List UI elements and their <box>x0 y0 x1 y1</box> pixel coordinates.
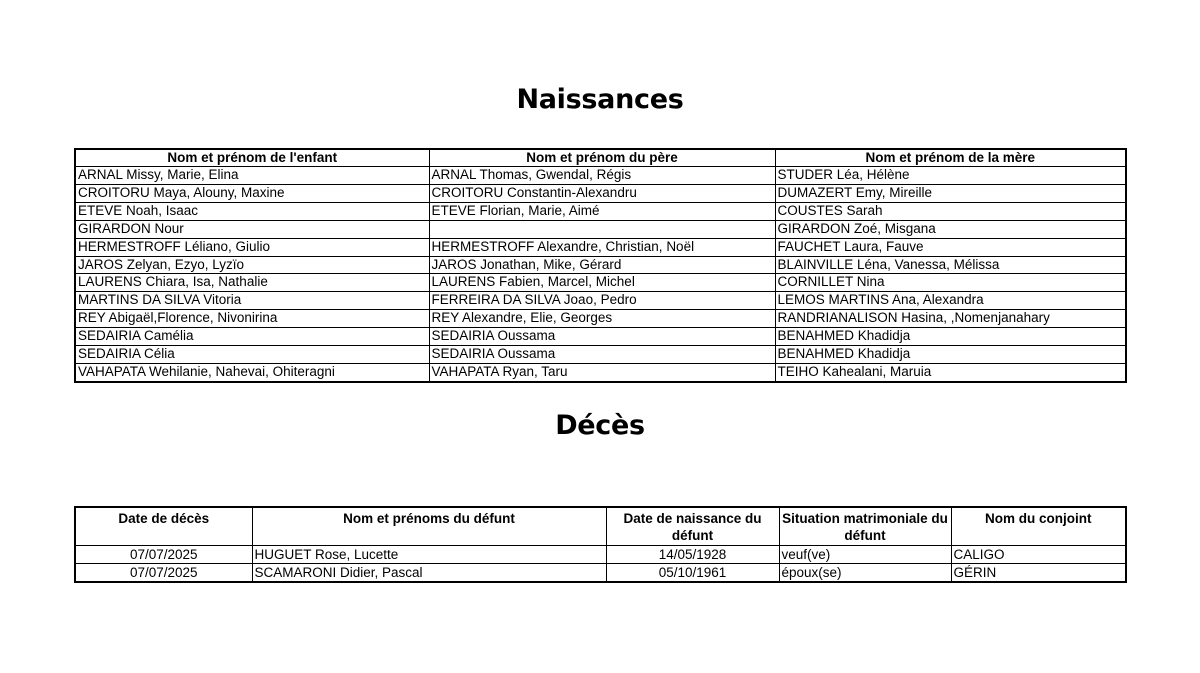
deaths-header-row <box>75 507 1126 546</box>
birth-row <box>75 256 1126 274</box>
birth-row <box>75 310 1126 328</box>
cell-child-name: SEDAIRIA Célia <box>75 346 429 364</box>
birth-row <box>75 167 1126 185</box>
birth-row <box>75 202 1126 220</box>
cell-deceased-name: SCAMARONI Didier, Pascal <box>252 564 606 583</box>
cell-father-name: HERMESTROFF Alexandre, Christian, Noël <box>429 238 775 256</box>
cell-father-name: SEDAIRIA Oussama <box>429 328 775 346</box>
cell-mother-name: DUMAZERT Emy, Mireille <box>775 184 1126 202</box>
header-deceased-name: Nom et prénoms du défunt <box>252 507 606 546</box>
cell-deceased-name: HUGUET Rose, Lucette <box>252 546 606 564</box>
cell-father-name: REY Alexandre, Elie, Georges <box>429 310 775 328</box>
cell-child-name: ARNAL Missy, Marie, Elina <box>75 167 429 185</box>
cell-child-name: LAURENS Chiara, Isa, Nathalie <box>75 274 429 292</box>
header-death-date: Date de décès <box>75 507 252 546</box>
deaths-title: Décès <box>555 410 645 441</box>
birth-row <box>75 220 1126 238</box>
cell-father-name: SEDAIRIA Oussama <box>429 346 775 364</box>
birth-row <box>75 346 1126 364</box>
header-spouse-name: Nom du conjoint <box>951 507 1126 546</box>
cell-child-name: ETEVE Noah, Isaac <box>75 202 429 220</box>
cell-mother-name: LEMOS MARTINS Ana, Alexandra <box>775 292 1126 310</box>
birth-row <box>75 363 1126 381</box>
births-title: Naissances <box>516 84 684 115</box>
death-row <box>75 546 1126 564</box>
cell-mother-name: COUSTES Sarah <box>775 202 1126 220</box>
cell-father-name: ARNAL Thomas, Gwendal, Régis <box>429 167 775 185</box>
cell-mother-name: BENAHMED Khadidja <box>775 346 1126 364</box>
cell-mother-name: GIRARDON Zoé, Misgana <box>775 220 1126 238</box>
header-birth-date: Date de naissance du défunt <box>606 507 779 546</box>
cell-child-name: GIRARDON Nour <box>75 220 429 238</box>
cell-spouse-name: CALIGO <box>951 546 1126 564</box>
cell-birth-date: 14/05/1928 <box>606 546 779 564</box>
cell-death-date: 07/07/2025 <box>75 564 252 583</box>
cell-mother-name: TEIHO Kahealani, Maruia <box>775 363 1126 381</box>
cell-child-name: MARTINS DA SILVA Vitoria <box>75 292 429 310</box>
cell-father-name: ETEVE Florian, Marie, Aimé <box>429 202 775 220</box>
cell-father-name: VAHAPATA Ryan, Taru <box>429 363 775 381</box>
cell-child-name: SEDAIRIA Camélia <box>75 328 429 346</box>
birth-row <box>75 238 1126 256</box>
cell-child-name: VAHAPATA Wehilanie, Nahevai, Ohiteragni <box>75 363 429 381</box>
cell-death-date: 07/07/2025 <box>75 546 252 564</box>
cell-marital-status: époux(se) <box>779 564 951 583</box>
cell-mother-name: FAUCHET Laura, Fauve <box>775 238 1126 256</box>
cell-mother-name: CORNILLET Nina <box>775 274 1126 292</box>
cell-marital-status: veuf(ve) <box>779 546 951 564</box>
header-mother-name: Nom et prénom de la mère <box>775 149 1126 167</box>
header-child-name: Nom et prénom de l'enfant <box>75 149 429 167</box>
header-father-name: Nom et prénom du père <box>429 149 775 167</box>
death-row <box>75 564 1126 583</box>
cell-mother-name: STUDER Léa, Hélène <box>775 167 1126 185</box>
cell-spouse-name: GÉRIN <box>951 564 1126 583</box>
birth-row <box>75 328 1126 346</box>
cell-birth-date: 05/10/1961 <box>606 564 779 583</box>
cell-mother-name: BLAINVILLE Léna, Vanessa, Mélissa <box>775 256 1126 274</box>
cell-child-name: JAROS Zelyan, Ezyo, Lyzïo <box>75 256 429 274</box>
births-table <box>74 148 1127 383</box>
cell-father-name <box>429 220 775 238</box>
cell-father-name: JAROS Jonathan, Mike, Gérard <box>429 256 775 274</box>
cell-child-name: REY Abigaël,Florence, Nivonirina <box>75 310 429 328</box>
cell-father-name: LAURENS Fabien, Marcel, Michel <box>429 274 775 292</box>
cell-father-name: CROITORU Constantin-Alexandru <box>429 184 775 202</box>
birth-row <box>75 292 1126 310</box>
birth-row <box>75 184 1126 202</box>
cell-mother-name: BENAHMED Khadidja <box>775 328 1126 346</box>
cell-father-name: FERREIRA DA SILVA Joao, Pedro <box>429 292 775 310</box>
birth-row <box>75 274 1126 292</box>
header-marital-status: Situation matrimoniale du défunt <box>779 507 951 546</box>
births-header-row <box>75 149 1126 167</box>
cell-child-name: CROITORU Maya, Alouny, Maxine <box>75 184 429 202</box>
cell-child-name: HERMESTROFF Léliano, Giulio <box>75 238 429 256</box>
cell-mother-name: RANDRIANALISON Hasina, ,Nomenjanahary <box>775 310 1126 328</box>
deaths-table <box>74 506 1127 583</box>
